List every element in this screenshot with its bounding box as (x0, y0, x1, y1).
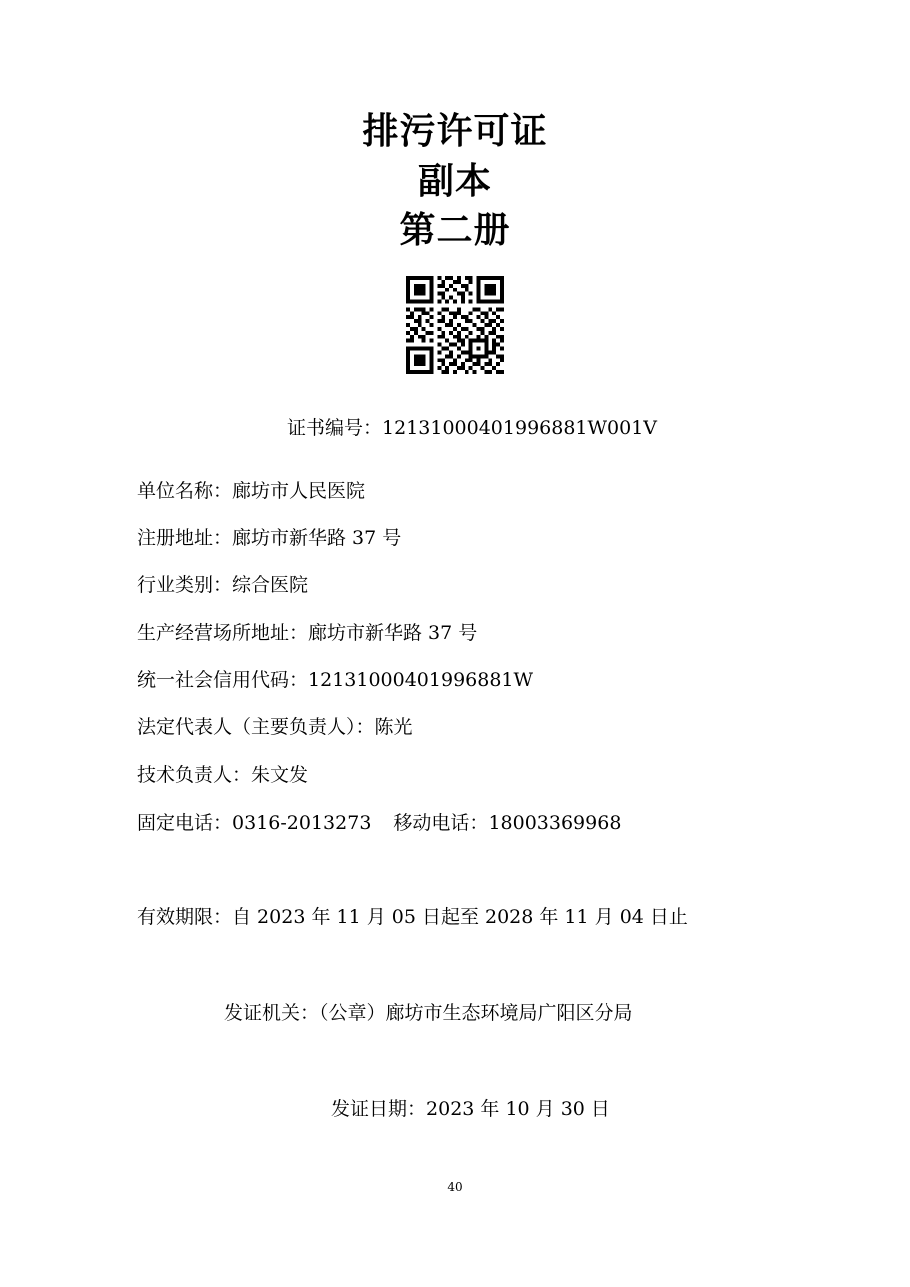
issue-date (331, 1096, 610, 1122)
issuer-value: （公章）廊坊市生态环境局广阳区分局 (319, 1002, 633, 1024)
issuing-authority (224, 1000, 633, 1026)
issue-date-label: 发证日期： (331, 1098, 427, 1120)
phone-label: 固定电话： (137, 812, 233, 834)
validity-label: 有效期限： (137, 906, 233, 928)
document-volume: 第二册 (399, 210, 511, 251)
field-phone (137, 810, 621, 836)
qr-code-icon (406, 276, 504, 374)
registered-address-label: 注册地址： (137, 527, 233, 549)
unit-name-label: 单位名称： (137, 480, 233, 502)
legal-rep-value: 陈光 (374, 716, 413, 738)
field-unit-name (137, 478, 365, 504)
document-title: 排污许可证 (362, 111, 548, 152)
field-industry (137, 572, 308, 598)
industry-value: 综合医院 (232, 574, 309, 596)
certificate-number-label: 证书编号： (287, 417, 383, 439)
issuer-label: 发证机关： (224, 1002, 320, 1024)
field-business-address (137, 620, 477, 646)
mobile-label: 移动电话： (393, 812, 489, 834)
tech-lead-label: 技术负责人： (137, 764, 252, 786)
field-validity (137, 904, 688, 930)
issue-date-value: 2023 年 10 月 30 日 (426, 1098, 610, 1120)
certificate-number (287, 415, 657, 441)
certificate-number-value: 12131000401996881W001V (382, 417, 658, 439)
credit-code-label: 统一社会信用代码： (137, 669, 309, 691)
field-legal-representative (137, 714, 413, 740)
mobile-value: 18003369968 (488, 812, 622, 834)
field-registered-address (137, 525, 401, 551)
business-address-label: 生产经营场所地址： (137, 622, 309, 644)
industry-label: 行业类别： (137, 574, 233, 596)
field-credit-code (137, 667, 533, 693)
unit-name-value: 廊坊市人民医院 (232, 480, 366, 502)
tech-lead-value: 朱文发 (251, 764, 309, 786)
credit-code-value: 12131000401996881W (308, 669, 534, 691)
registered-address-value: 廊坊市新华路 37 号 (232, 527, 402, 549)
document-subtitle: 副本 (417, 161, 492, 202)
phone-value: 0316-2013273 (232, 812, 372, 834)
legal-rep-label: 法定代表人（主要负责人）： (137, 716, 375, 738)
validity-value: 自 2023 年 11 月 05 日起至 2028 年 11 月 04 日止 (232, 906, 688, 928)
page-number: 40 (447, 1180, 463, 1194)
field-technical-lead (137, 762, 308, 788)
business-address-value: 廊坊市新华路 37 号 (308, 622, 478, 644)
